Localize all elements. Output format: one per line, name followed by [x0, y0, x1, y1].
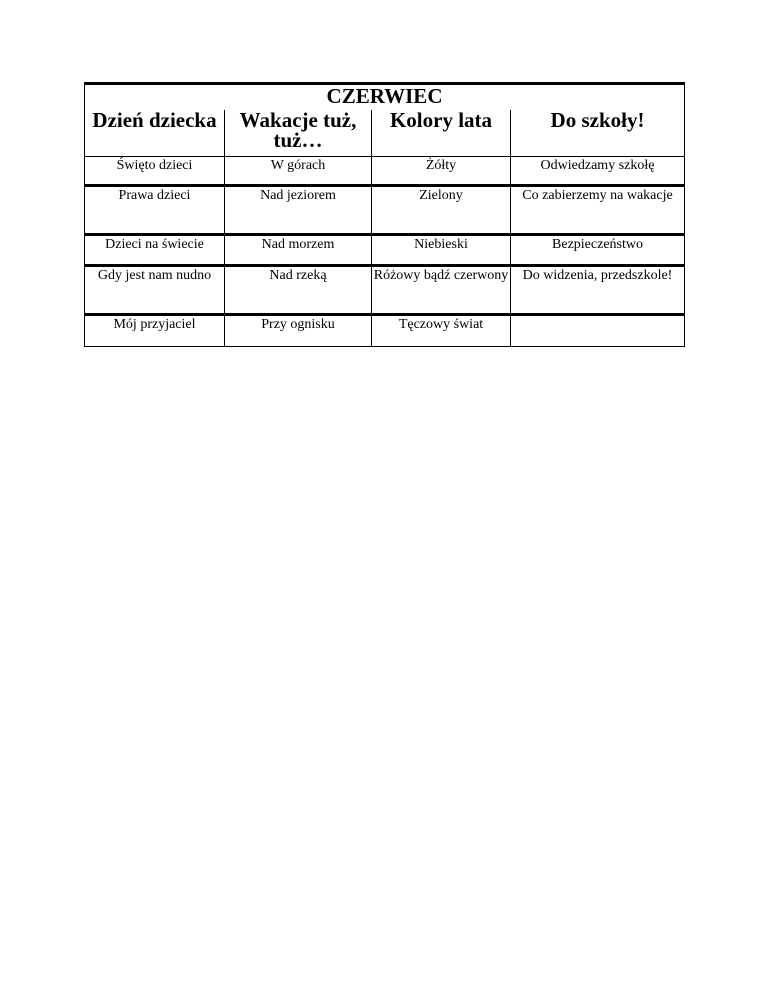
table-row: [85, 235, 685, 266]
table-cell: Żółty: [372, 157, 511, 186]
table-cell: Do widzenia, przedszkole!: [511, 266, 685, 315]
column-header: Kolory lata: [372, 110, 511, 157]
table-title: CZERWIEC: [85, 84, 685, 111]
table-row: [85, 315, 685, 347]
table-cell: Odwiedzamy szkołę: [511, 157, 685, 186]
table-cell: Nad jeziorem: [225, 186, 372, 235]
table-cell: Nad morzem: [225, 235, 372, 266]
month-plan-table: [84, 82, 685, 347]
table-cell: Bezpieczeństwo: [511, 235, 685, 266]
table-row: [85, 157, 685, 186]
table-cell: Co zabierzemy na wakacje: [511, 186, 685, 235]
table-cell: [511, 315, 685, 347]
table-title-row: [85, 84, 685, 111]
table-row: [85, 186, 685, 235]
column-header: Dzień dziecka: [85, 110, 225, 157]
table-cell: Gdy jest nam nudno: [85, 266, 225, 315]
table-cell: Mój przyjaciel: [85, 315, 225, 347]
table-cell: Dzieci na świecie: [85, 235, 225, 266]
table-cell: W górach: [225, 157, 372, 186]
table-cell: Różowy bądź czerwony: [372, 266, 511, 315]
column-header: Do szkoły!: [511, 110, 685, 157]
table-cell: Zielony: [372, 186, 511, 235]
table-row: [85, 266, 685, 315]
column-header: Wakacje tuż, tuż…: [225, 110, 372, 157]
table-cell: Tęczowy świat: [372, 315, 511, 347]
table-cell: Prawa dzieci: [85, 186, 225, 235]
table-cell: Przy ognisku: [225, 315, 372, 347]
table-header-row: [85, 110, 685, 157]
table-cell: Niebieski: [372, 235, 511, 266]
table-cell: Święto dzieci: [85, 157, 225, 186]
table-cell: Nad rzeką: [225, 266, 372, 315]
